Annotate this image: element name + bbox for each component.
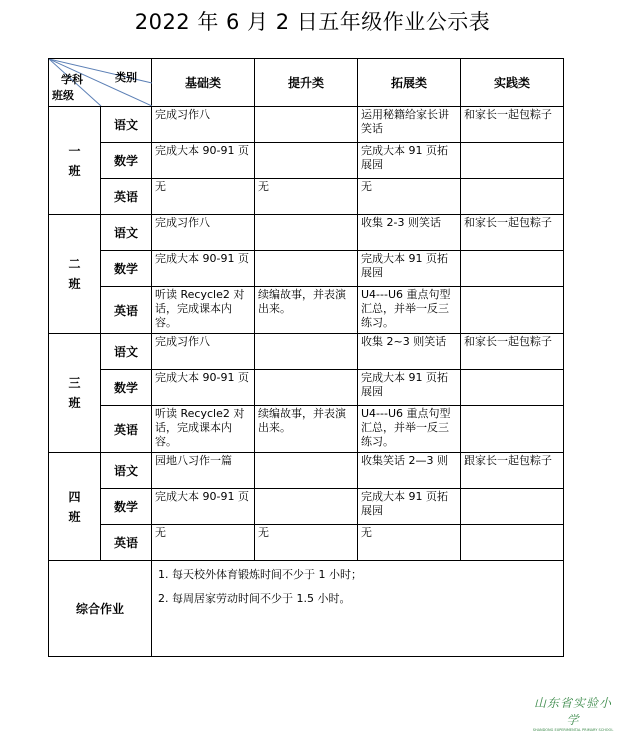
homework-cell: 完成大本 90-91 页 <box>152 370 255 406</box>
homework-cell: 和家长一起包粽子 <box>461 215 564 251</box>
homework-cell: 续编故事，并表演出来。 <box>255 287 358 334</box>
table-row <box>49 489 564 525</box>
page-title: 2022 年 6 月 2 日五年级作业公示表 <box>134 10 491 34</box>
table-row <box>49 251 564 287</box>
summary-note: 1. 每天校外体育锻炼时间不少于 1 小时； <box>158 568 362 581</box>
homework-cell: U4---U6 重点句型汇总，并举一反三练习。 <box>358 406 461 453</box>
table-row <box>49 215 564 251</box>
column-header-basic: 基础类 <box>152 59 255 107</box>
homework-cell <box>461 287 564 334</box>
column-header-improve: 提升类 <box>255 59 358 107</box>
table-row <box>49 143 564 179</box>
subject-cell: 语文 <box>101 334 152 370</box>
homework-cell: 续编故事，并表演出来。 <box>255 406 358 453</box>
class-name-char: 一 <box>68 143 81 158</box>
homework-cell: 和家长一起包粽子 <box>461 334 564 370</box>
column-header-practice: 实践类 <box>461 59 564 107</box>
homework-cell <box>461 525 564 561</box>
subject-cell: 数学 <box>101 489 152 525</box>
class-name-char: 二 <box>68 257 81 271</box>
homework-cell: 无 <box>358 525 461 561</box>
homework-cell: 完成习作八 <box>152 215 255 251</box>
homework-cell <box>461 489 564 525</box>
column-header-extend: 拓展类 <box>358 59 461 107</box>
table-row <box>49 525 564 561</box>
homework-cell <box>461 406 564 453</box>
summary-label: 综合作业 <box>49 561 152 657</box>
homework-cell: 无 <box>255 525 358 561</box>
class-name-char: 班 <box>68 509 81 524</box>
class-name-char: 班 <box>68 396 81 410</box>
header-row <box>49 59 564 107</box>
subject-cell: 数学 <box>101 251 152 287</box>
homework-cell: 无 <box>255 179 358 215</box>
logo-name-en: SHANDONG EXPERIMENTAL PRIMARY SCHOOL <box>532 728 614 732</box>
homework-cell <box>255 251 358 287</box>
table-row <box>49 107 564 143</box>
table-row <box>49 406 564 453</box>
homework-cell: 收集 2-3 则笑话 <box>358 215 461 251</box>
homework-cell <box>461 370 564 406</box>
homework-cell: 完成大本 90-91 页 <box>152 143 255 179</box>
homework-cell: 无 <box>358 179 461 215</box>
summary-note: 2. 每周居家劳动时间不少于 1.5 小时。 <box>158 592 351 605</box>
homework-cell: 跟家长一起包粽子 <box>461 453 564 489</box>
table-row <box>49 287 564 334</box>
subject-cell: 英语 <box>101 287 152 334</box>
subject-cell: 英语 <box>101 406 152 453</box>
corner-subject-label: 学科 <box>61 73 83 86</box>
homework-cell: 收集笑话 2—3 则 <box>358 453 461 489</box>
subject-cell: 语文 <box>101 215 152 251</box>
homework-cell <box>255 453 358 489</box>
homework-cell: 无 <box>152 525 255 561</box>
homework-cell: 完成大本 90-91 页 <box>152 489 255 525</box>
homework-cell <box>461 179 564 215</box>
homework-cell <box>255 489 358 525</box>
homework-cell <box>255 107 358 143</box>
homework-cell: 完成大本 91 页拓展园 <box>358 370 461 406</box>
homework-cell: U4---U6 重点句型汇总，并举一反三练习。 <box>358 287 461 334</box>
school-logo <box>528 694 618 732</box>
homework-cell: 完成习作八 <box>152 334 255 370</box>
homework-cell: 和家长一起包粽子 <box>461 107 564 143</box>
class-name-cell <box>49 453 101 561</box>
homework-cell <box>461 143 564 179</box>
subject-cell: 数学 <box>101 143 152 179</box>
logo-name-cn: 山东省实验小学 <box>533 696 612 727</box>
homework-cell: 无 <box>152 179 255 215</box>
homework-cell <box>255 215 358 251</box>
class-name-cell <box>49 334 101 453</box>
table-row <box>49 453 564 489</box>
class-name-char: 班 <box>68 163 81 178</box>
summary-row <box>49 561 564 657</box>
table-row <box>49 179 564 215</box>
homework-cell <box>255 334 358 370</box>
homework-cell: 完成大本 91 页拓展园 <box>358 251 461 287</box>
homework-cell: 完成习作八 <box>152 107 255 143</box>
summary-notes <box>152 561 564 657</box>
homework-cell: 听读 Recycle2 对话，完成课本内容。 <box>152 287 255 334</box>
homework-cell: 听读 Recycle2 对话，完成课本内容。 <box>152 406 255 453</box>
homework-cell: 园地八习作一篇 <box>152 453 255 489</box>
table-row <box>49 334 564 370</box>
homework-cell <box>461 251 564 287</box>
homework-cell: 收集 2~3 则笑话 <box>358 334 461 370</box>
subject-cell: 语文 <box>101 453 152 489</box>
corner-class-label: 班级 <box>52 89 74 102</box>
class-name-char: 四 <box>68 489 81 504</box>
homework-cell <box>255 370 358 406</box>
homework-cell: 完成大本 91 页拓展园 <box>358 143 461 179</box>
class-name-cell <box>49 215 101 334</box>
table-body <box>49 107 564 561</box>
class-name-cell <box>49 107 101 215</box>
homework-cell <box>255 143 358 179</box>
homework-cell: 完成大本 90-91 页 <box>152 251 255 287</box>
subject-cell: 数学 <box>101 370 152 406</box>
homework-table <box>48 58 564 657</box>
corner-header <box>49 59 152 107</box>
corner-category-label: 类别 <box>115 71 137 84</box>
subject-cell: 英语 <box>101 525 152 561</box>
subject-cell: 语文 <box>101 107 152 143</box>
subject-cell: 英语 <box>101 179 152 215</box>
class-name-char: 班 <box>68 277 81 291</box>
table-row <box>49 370 564 406</box>
class-name-char: 三 <box>68 376 81 390</box>
homework-cell: 运用秘籍给家长讲笑话 <box>358 107 461 143</box>
homework-cell: 完成大本 91 页拓展园 <box>358 489 461 525</box>
